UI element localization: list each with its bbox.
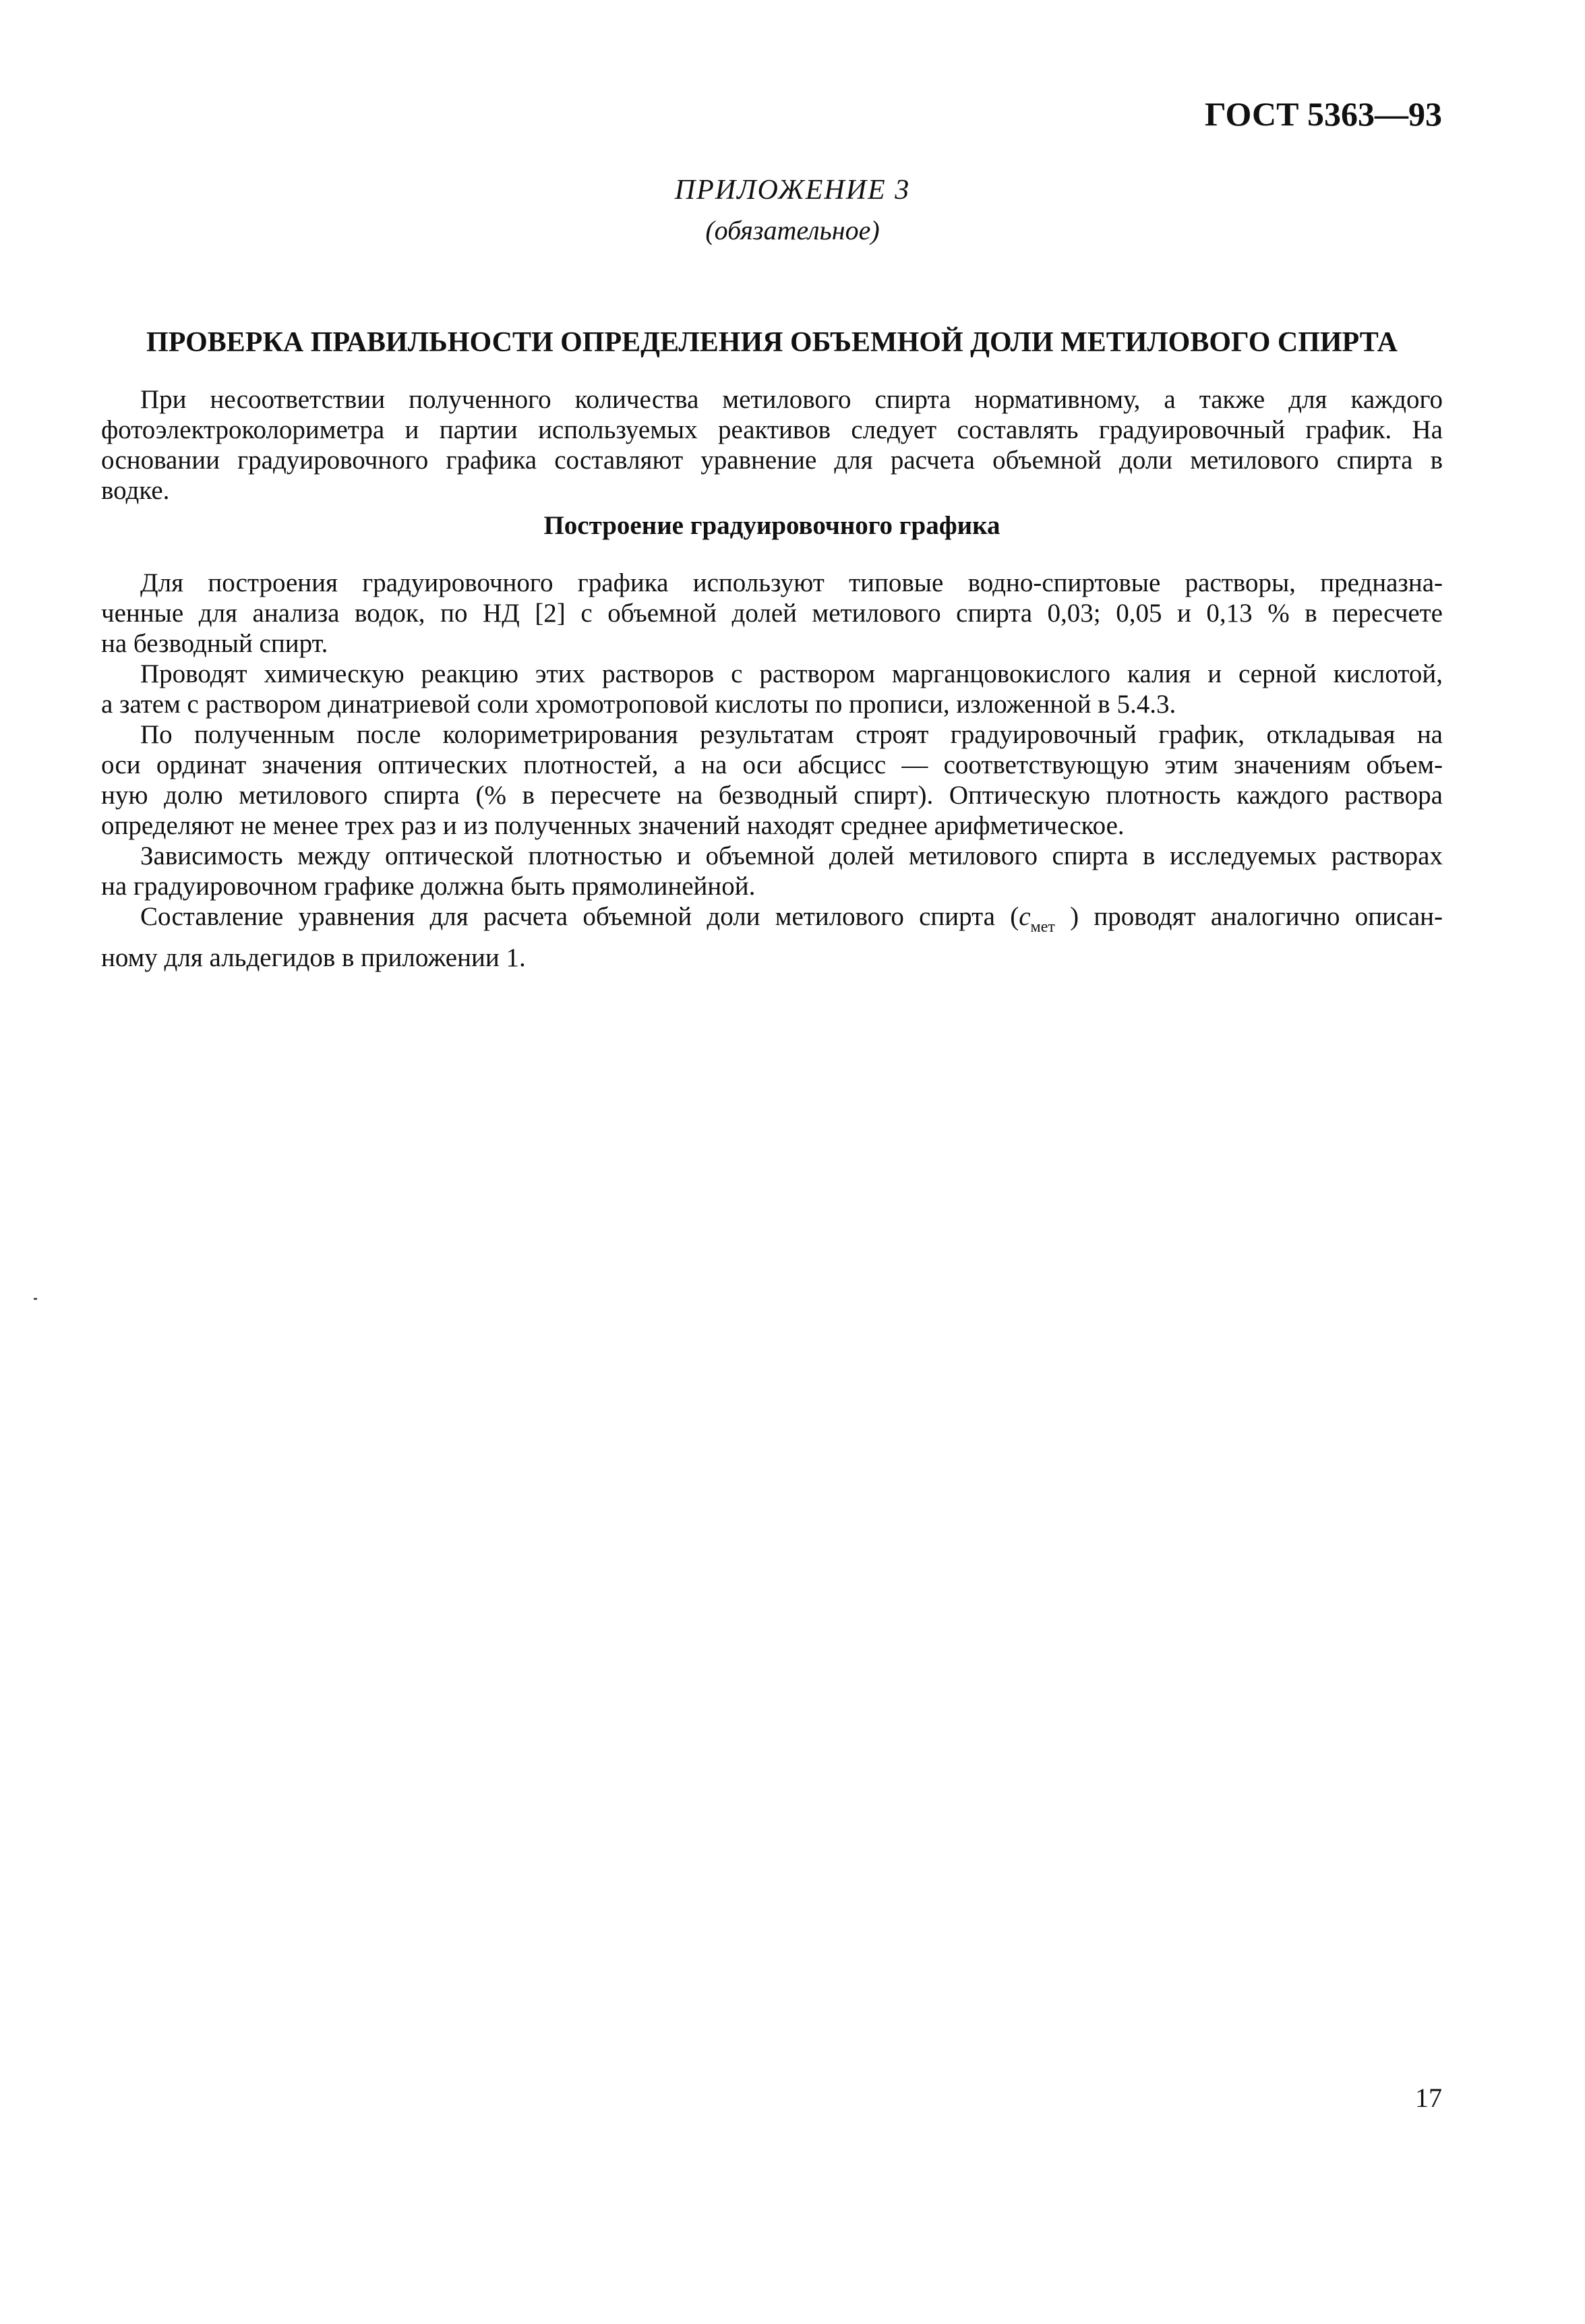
text-line	[101, 901, 1443, 943]
paragraph-5	[101, 901, 1443, 973]
text-fragment: ) проводят аналогично описан-	[1054, 902, 1443, 931]
text-fragment: Составление уравнения для расчета объемной доли метилового спирта (	[140, 902, 1019, 931]
text-line: Для построения градуировочного графика используют типовые водно-спиртовые растворы, предназна-	[140, 568, 1443, 597]
formula-subscript: мет	[1030, 918, 1055, 936]
paragraph-1	[101, 568, 1443, 659]
appendix-status: (обязательное)	[705, 215, 880, 245]
text-line: При несоответствии полученного количества метилового спирта нормативному, а также для каждого	[140, 385, 1443, 414]
text-line: ную долю метилового спирта (% в пересчете на безводный спирт). Оптическую плотность каждого раствора	[101, 781, 1443, 810]
section-subtitle: Построение градуировочного графика	[543, 511, 1000, 540]
text-line: определяют не менее трех раз и из полученных значений находят среднее арифметическое.	[101, 811, 1125, 840]
paragraph-2	[101, 659, 1443, 719]
appendix-title: ПРИЛОЖЕНИЕ 3	[674, 175, 911, 206]
text-line: фотоэлектроколориметра и партии используемых реактивов следует составлять градуировочный график. На	[101, 415, 1443, 444]
text-line: ному для альдегидов в приложении 1.	[101, 943, 526, 972]
text-line: Проводят химическую реакцию этих растворов с раствором марганцовокислого калия и серной кислотой,	[140, 659, 1443, 688]
formula-variable: c	[1019, 902, 1031, 931]
text-line: на градуировочном графике должна быть прямолинейной.	[101, 872, 756, 901]
paragraph-4	[101, 841, 1443, 901]
paragraph-3	[101, 719, 1443, 841]
text-line: Зависимость между оптической плотностью и объемной долей метилового спирта в исследуемых растворах	[140, 841, 1443, 870]
page-number: 17	[1415, 2083, 1442, 2113]
intro-paragraph	[101, 384, 1443, 506]
standard-code: ГОСТ 5363—93	[1204, 95, 1442, 133]
text-line: на безводный спирт.	[101, 629, 328, 658]
text-line: водке.	[101, 476, 170, 505]
text-line: По полученным после колориметрирования результатам строят градуировочный график, откладывая на	[140, 720, 1443, 749]
text-line: а затем с раствором динатриевой соли хромотроповой кислоты по прописи, изложенной в 5.4.3.	[101, 690, 1176, 719]
text-line: основании градуировочного графика составляют уравнение для расчета объемной доли метилового спирта в	[101, 446, 1443, 475]
main-title: ПРОВЕРКА ПРАВИЛЬНОСТИ ОПРЕДЕЛЕНИЯ ОБЪЕМНОЙ ДОЛИ МЕТИЛОВОГО СПИРТА	[146, 327, 1398, 358]
text-line: оси ординат значения оптических плотностей, а на оси абсцисс — соответствующую этим значениям объем-	[101, 750, 1443, 779]
scan-artifact	[34, 1298, 37, 1300]
text-line: ченные для анализа водок, по НД [2] с объемной долей метилового спирта 0,03; 0,05 и 0,13 % в пересчете	[101, 599, 1443, 628]
